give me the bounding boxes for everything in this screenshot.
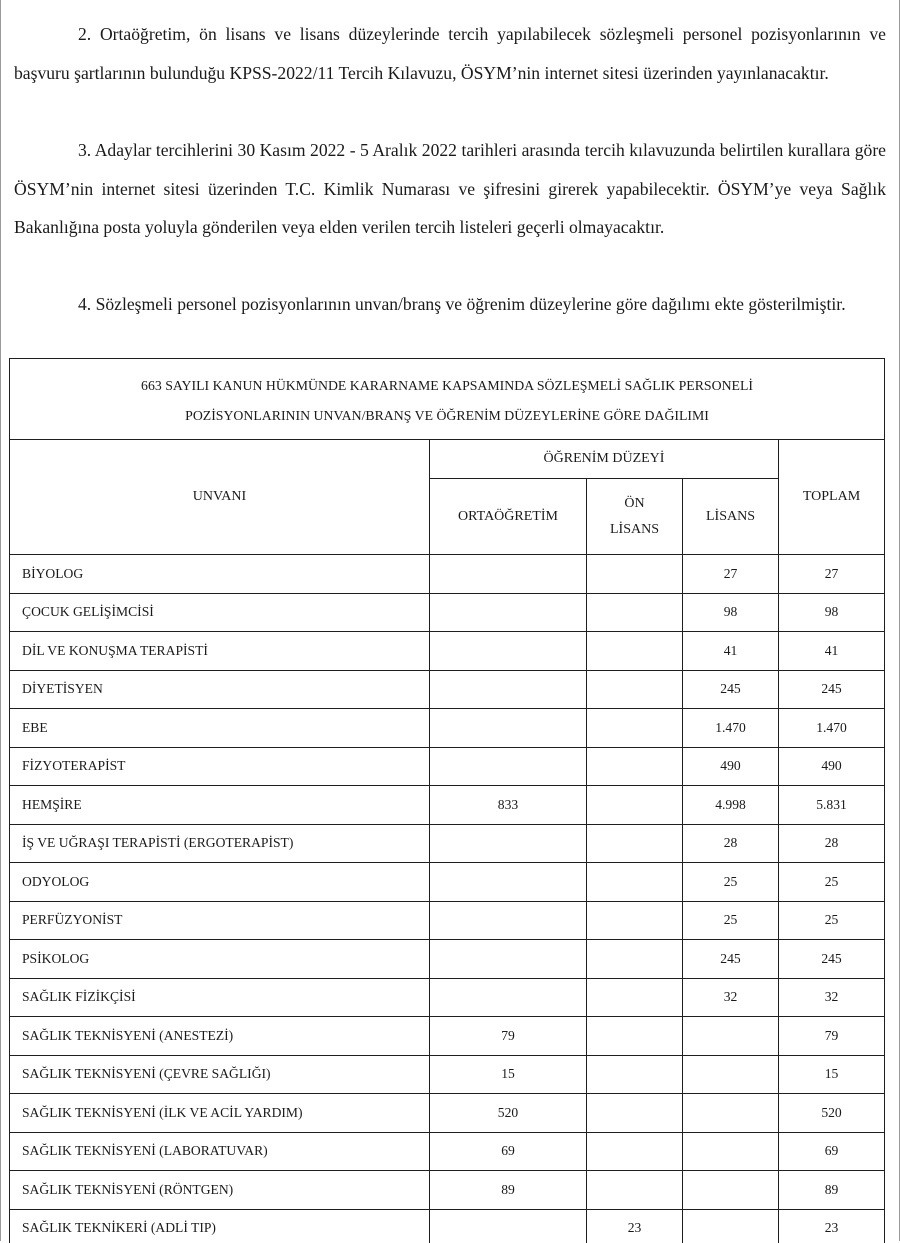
table-row (10, 1055, 885, 1094)
cell-lisans: 490 (683, 747, 779, 786)
cell-unvan: İŞ VE UĞRAŞI TERAPİSTİ (ERGOTERAPİST) (10, 824, 430, 863)
cell-on-lisans (587, 786, 683, 825)
table-body (10, 555, 885, 1243)
cell-on-lisans (587, 901, 683, 940)
cell-lisans: 4.998 (683, 786, 779, 825)
table-caption (10, 359, 885, 440)
cell-unvan: PERFÜZYONİST (10, 901, 430, 940)
cell-unvan: DİYETİSYEN (10, 670, 430, 709)
cell-on-lisans (587, 1055, 683, 1094)
table-row (10, 1094, 885, 1133)
cell-unvan: PSİKOLOG (10, 940, 430, 979)
cell-ortaogretim (430, 901, 587, 940)
table-row (10, 786, 885, 825)
cell-unvan: DİL VE KONUŞMA TERAPİSTİ (10, 632, 430, 671)
cell-ortaogretim (430, 824, 587, 863)
cell-unvan: BİYOLOG (10, 555, 430, 594)
table-row (10, 1209, 885, 1243)
cell-on-lisans (587, 1171, 683, 1210)
cell-unvan: SAĞLIK TEKNİKERİ (ADLİ TIP) (10, 1209, 430, 1243)
cell-ortaogretim (430, 747, 587, 786)
cell-ortaogretim (430, 1209, 587, 1243)
cell-toplam: 28 (779, 824, 885, 863)
cell-on-lisans (587, 670, 683, 709)
cell-toplam: 32 (779, 978, 885, 1017)
cell-lisans: 245 (683, 670, 779, 709)
table-row (10, 824, 885, 863)
table-row (10, 940, 885, 979)
cell-toplam: 245 (779, 940, 885, 979)
cell-toplam: 23 (779, 1209, 885, 1243)
table-row (10, 670, 885, 709)
table-row (10, 901, 885, 940)
cell-lisans (683, 1209, 779, 1243)
distribution-table (9, 358, 885, 1243)
table-caption-line-1: 663 SAYILI KANUN HÜKMÜNDE KARARNAME KAPSAMINDA SÖZLEŞMELİ SAĞLIK PERSONELİ (141, 378, 753, 393)
cell-lisans (683, 1094, 779, 1133)
cell-unvan: SAĞLIK FİZİKÇİSİ (10, 978, 430, 1017)
cell-on-lisans (587, 1132, 683, 1171)
table-row (10, 593, 885, 632)
header-on-lisans (587, 479, 683, 555)
cell-on-lisans (587, 593, 683, 632)
cell-on-lisans (587, 1094, 683, 1133)
cell-toplam: 69 (779, 1132, 885, 1171)
cell-ortaogretim (430, 593, 587, 632)
table-row (10, 747, 885, 786)
header-lisans: LİSANS (683, 479, 779, 555)
cell-unvan: SAĞLIK TEKNİSYENİ (İLK VE ACİL YARDIM) (10, 1094, 430, 1133)
cell-unvan: SAĞLIK TEKNİSYENİ (ANESTEZİ) (10, 1017, 430, 1056)
cell-toplam: 1.470 (779, 709, 885, 748)
cell-ortaogretim: 69 (430, 1132, 587, 1171)
cell-lisans: 27 (683, 555, 779, 594)
paragraph-4: 4. Sözleşmeli personel pozisyonlarının unvan/branş ve öğrenim düzeylerine göre dağılımı ekte gösterilmiştir. (78, 294, 846, 314)
cell-lisans: 25 (683, 863, 779, 902)
table-row (10, 1017, 885, 1056)
cell-on-lisans (587, 978, 683, 1017)
table-row (10, 1171, 885, 1210)
header-ogrenim-duzeyi: ÖĞRENİM DÜZEYİ (430, 440, 779, 479)
cell-lisans: 41 (683, 632, 779, 671)
table-caption-line-2: POZİSYONLARININ UNVAN/BRANŞ VE ÖĞRENİM DÜZEYLERİNE GÖRE DAĞILIMI (185, 408, 709, 423)
cell-on-lisans (587, 1017, 683, 1056)
cell-unvan: ÇOCUK GELİŞİMCİSİ (10, 593, 430, 632)
cell-toplam: 79 (779, 1017, 885, 1056)
cell-unvan: HEMŞİRE (10, 786, 430, 825)
table-row (10, 709, 885, 748)
cell-ortaogretim: 520 (430, 1094, 587, 1133)
table-row (10, 1132, 885, 1171)
table-row (10, 978, 885, 1017)
table-row (10, 555, 885, 594)
cell-lisans (683, 1132, 779, 1171)
cell-on-lisans (587, 824, 683, 863)
distribution-table-container (9, 358, 886, 1243)
header-unvan: UNVANI (10, 440, 430, 555)
table-row (10, 863, 885, 902)
cell-on-lisans: 23 (587, 1209, 683, 1243)
cell-toplam: 25 (779, 863, 885, 902)
cell-on-lisans (587, 632, 683, 671)
cell-unvan: FİZYOTERAPİST (10, 747, 430, 786)
cell-ortaogretim (430, 863, 587, 902)
cell-toplam: 41 (779, 632, 885, 671)
cell-toplam: 490 (779, 747, 885, 786)
cell-toplam: 245 (779, 670, 885, 709)
cell-ortaogretim (430, 555, 587, 594)
cell-lisans: 1.470 (683, 709, 779, 748)
cell-ortaogretim (430, 632, 587, 671)
cell-lisans (683, 1055, 779, 1094)
cell-ortaogretim (430, 670, 587, 709)
cell-unvan: EBE (10, 709, 430, 748)
header-on-lisans-line-2: LİSANS (609, 521, 659, 537)
cell-ortaogretim: 79 (430, 1017, 587, 1056)
cell-on-lisans (587, 940, 683, 979)
cell-toplam: 89 (779, 1171, 885, 1210)
cell-lisans: 32 (683, 978, 779, 1017)
cell-unvan: SAĞLIK TEKNİSYENİ (LABORATUVAR) (10, 1132, 430, 1171)
header-on-lisans-line-1: ÖN (624, 495, 645, 511)
cell-toplam: 15 (779, 1055, 885, 1094)
cell-ortaogretim (430, 940, 587, 979)
cell-unvan: ODYOLOG (10, 863, 430, 902)
cell-on-lisans (587, 863, 683, 902)
cell-ortaogretim: 89 (430, 1171, 587, 1210)
table-row (10, 632, 885, 671)
cell-on-lisans (587, 747, 683, 786)
cell-ortaogretim: 15 (430, 1055, 587, 1094)
cell-unvan: SAĞLIK TEKNİSYENİ (ÇEVRE SAĞLIĞI) (10, 1055, 430, 1094)
paragraph-3: 3. Adaylar tercihlerini 30 Kasım 2022 - 5 Aralık 2022 tarihleri arasında tercih kılavuzunda belirtilen kurallara göre ÖSYM’nin internet sitesi üzerinden T.C. Kimlik Numarası ve şifresini girerek yapabilecektir. ÖSYM’ye veya Sağlık Bakanlığına posta yoluyla gönderilen veya elden verilen tercih listeleri geçerli olmayacaktır. (14, 140, 886, 237)
cell-lisans: 28 (683, 824, 779, 863)
cell-on-lisans (587, 555, 683, 594)
cell-toplam: 25 (779, 901, 885, 940)
cell-lisans (683, 1017, 779, 1056)
cell-unvan: SAĞLIK TEKNİSYENİ (RÖNTGEN) (10, 1171, 430, 1210)
cell-lisans: 98 (683, 593, 779, 632)
cell-ortaogretim (430, 978, 587, 1017)
cell-toplam: 27 (779, 555, 885, 594)
cell-ortaogretim: 833 (430, 786, 587, 825)
cell-lisans: 245 (683, 940, 779, 979)
cell-on-lisans (587, 709, 683, 748)
cell-toplam: 5.831 (779, 786, 885, 825)
cell-toplam: 520 (779, 1094, 885, 1133)
cell-ortaogretim (430, 709, 587, 748)
header-ortaogretim: ORTAÖĞRETİM (430, 479, 587, 555)
cell-toplam: 98 (779, 593, 885, 632)
header-toplam: TOPLAM (779, 440, 885, 555)
cell-lisans (683, 1171, 779, 1210)
cell-lisans: 25 (683, 901, 779, 940)
paragraph-2: 2. Ortaöğretim, ön lisans ve lisans düzeylerinde tercih yapılabilecek sözleşmeli personel pozisyonlarının ve başvuru şartlarının bulunduğu KPSS-2022/11 Tercih Kılavuzu, ÖSYM’nin internet sitesi üzerinden yayınlanacaktır. (14, 24, 886, 83)
